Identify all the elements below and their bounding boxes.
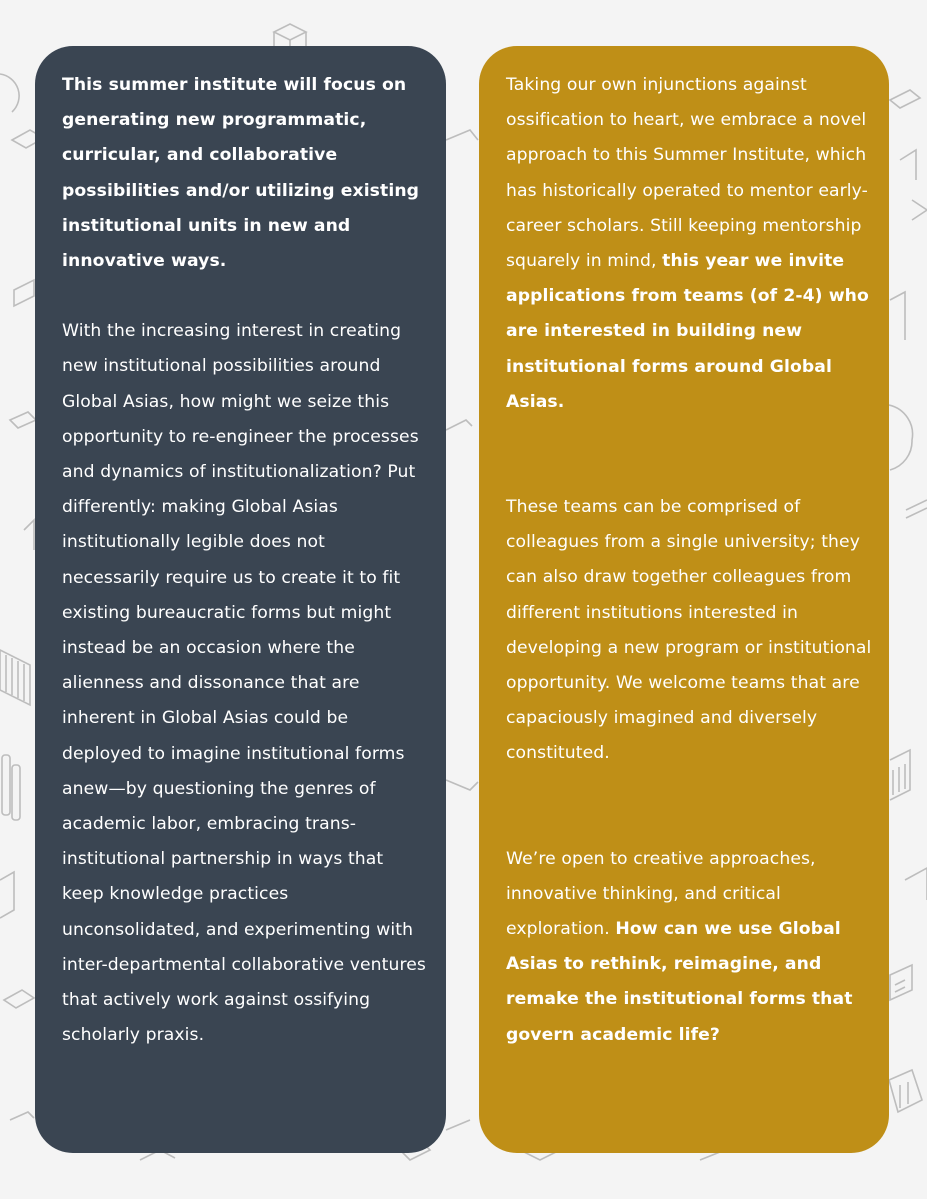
building-icon [0,650,30,705]
body-paragraph: With the increasing interest in creating new institutional possibilities around Global Asias, how might we seize this opportunity to re-engineer the processes and dynamics of institutionalization? Put differently: making Global Asias institutionally legible does not necessarily require us to create it to fit existing bureaucratic forms but might instead be an occasion where the alienness and dissonance that are inherent in Global Asias could be deployed to imagine institutional forms anew—by questioning the genres of academic labor, embracing trans-institutional partnership in ways that keep knowledge practices unconsolidated, and experimenting with inter-departmental collaborative ventures that actively work against ossifying scholarly praxis. [62,321,426,1046]
right-text-panel [479,46,889,1153]
arch-icon [0,74,19,112]
invitation-paragraph [506,68,877,420]
left-text-panel [35,46,446,1153]
ring-icon [889,405,913,470]
cube-icon [274,24,306,46]
closing-paragraph [506,842,877,1053]
columns-icon [2,755,20,820]
invitation-highlight: this year we invite applications from teams (of 2-4) who are interested in building new institutional forms around Global Asias. [506,251,869,412]
invitation-text: Taking our own injunctions against ossification to heart, we embrace a novel approach to this Summer Institute, which has historically operated to mentor early-career scholars. Still keeping mentorship squarely in mind, [506,75,868,272]
closing-text: We’re open to creative approaches, innovative thinking, and critical exploration. [506,848,816,940]
intro-paragraph: This summer institute will focus on generating new programmatic, curricular, and collaborative possibilities and/or utilizing existing institutional units in new and innovative ways. [62,75,420,272]
teams-paragraph: These teams can be comprised of colleagues from a single university; they can also draw together colleagues from different institutions interested in developing a new program or institutional opportunity. We welcome teams that are capaciously imagined and diversely constituted. [506,497,872,764]
closing-question: How can we use Global Asias to rethink, reimagine, and remake the institutional forms that govern academic life? [506,919,853,1045]
